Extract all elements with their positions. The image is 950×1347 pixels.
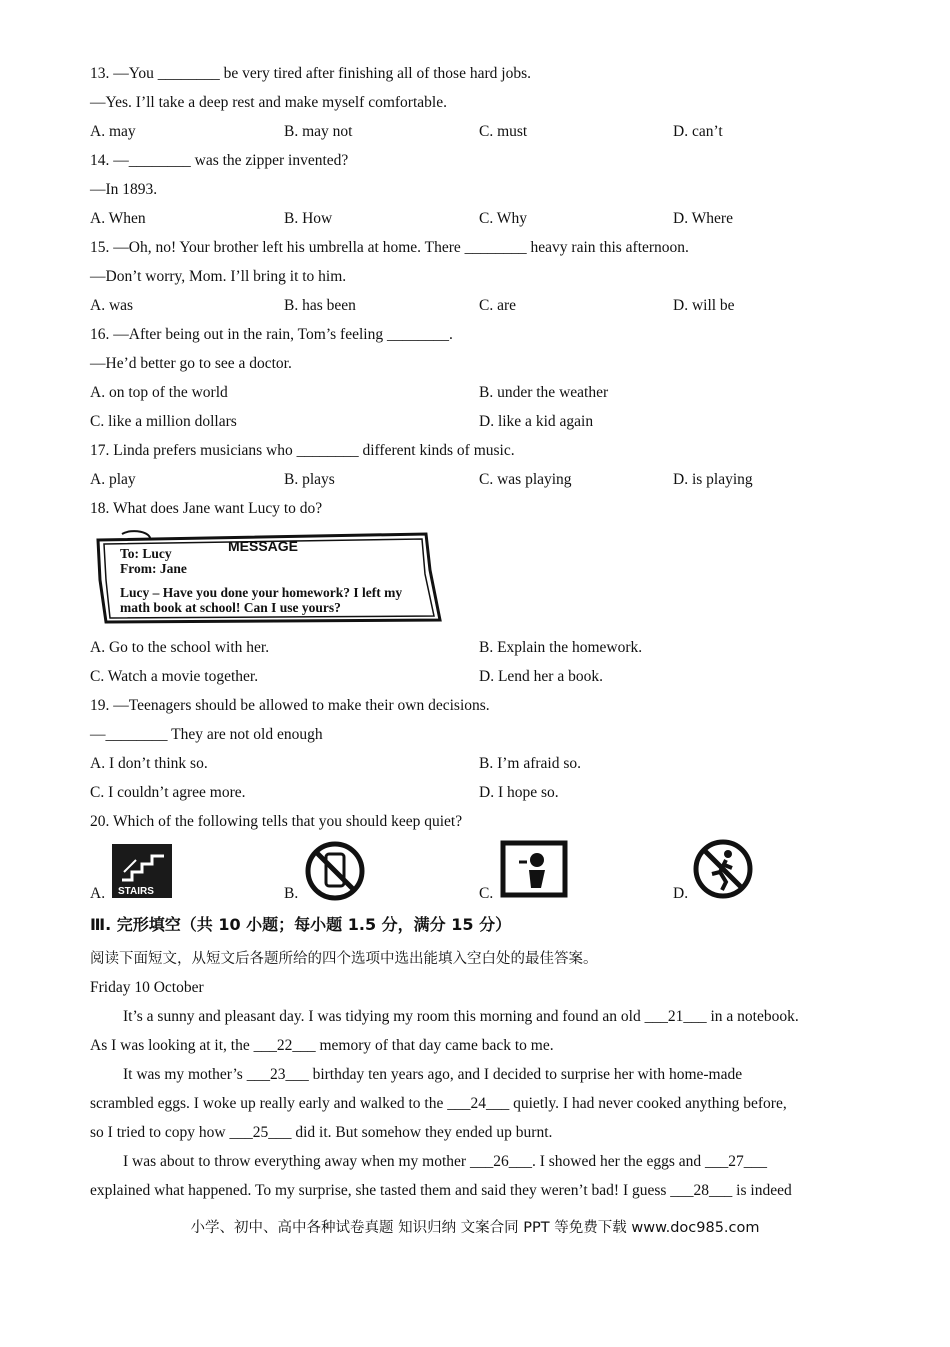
option-15-c: C. are	[479, 297, 517, 314]
passage-text: memory of that day came back to me.	[315, 1037, 554, 1054]
option-14-a: A. When	[90, 210, 146, 227]
passage-text: is indeed	[732, 1182, 792, 1199]
passage-text: explained what happened. To my surprise, she tasted them and said they weren’t bad! I guess	[90, 1182, 671, 1199]
quiet-sign-icon	[499, 840, 563, 900]
option-17-d: D. is playing	[673, 471, 753, 488]
stairs-sign-icon	[110, 842, 174, 902]
question-19-reply: —________ They are not old enough	[90, 726, 323, 743]
passage-line-6	[123, 1152, 767, 1172]
option-20-b: B.	[284, 885, 299, 902]
option-14-b: B. How	[284, 210, 333, 227]
passage-line-5	[90, 1123, 552, 1143]
passage-date: Friday 10 October	[90, 979, 204, 996]
section-3-instruction: 阅读下面短文，从短文后各题所给的四个选项中选出能填入空白处的最佳答案。	[90, 951, 598, 967]
passage-text: so I tried to copy how	[90, 1124, 230, 1141]
option-18-b: B. Explain the homework.	[479, 639, 643, 656]
no-phone-sign-icon	[304, 840, 368, 900]
passage-line-7	[90, 1181, 792, 1201]
passage-text: It’s a sunny and pleasant day. I was tidying my room this morning and found an old	[123, 1008, 645, 1025]
passage-line-2	[90, 1036, 554, 1056]
option-16-c: C. like a million dollars	[90, 413, 237, 430]
option-20-c: C.	[479, 885, 494, 902]
passage-text: . I showed her the eggs and	[531, 1153, 705, 1170]
blank-23: ___23___	[246, 1066, 309, 1083]
option-19-d: D. I hope so.	[479, 784, 559, 801]
option-13-b: B. may not	[284, 123, 353, 140]
no-running-sign-icon	[692, 838, 756, 898]
stairs-sign-text: STAIRS	[118, 886, 154, 897]
option-17-b: B. plays	[284, 471, 335, 488]
option-17-a: A. play	[90, 471, 136, 488]
question-16-reply: —He’d better go to see a doctor.	[90, 355, 292, 372]
message-from: From: Jane	[120, 561, 187, 576]
question-19-stem: 19. —Teenagers should be allowed to make their own decisions.	[90, 697, 490, 714]
passage-text: quietly. I had never cooked anything before,	[509, 1095, 787, 1112]
option-16-b: B. under the weather	[479, 384, 609, 401]
section-3-heading: Ⅲ. 完形填空（共 10 小题；每小题 1.5 分，满分 15 分）	[90, 915, 512, 934]
passage-text: did it. But somehow they ended up burnt.	[291, 1124, 553, 1141]
question-17-stem: 17. Linda prefers musicians who ________ different kinds of music.	[90, 442, 515, 459]
passage-line-1	[123, 1007, 799, 1027]
passage-text: As I was looking at it, the	[90, 1037, 254, 1054]
message-body-line1: Lucy – Have you done your homework? I left my	[120, 585, 403, 600]
option-19-c: C. I couldn’t agree more.	[90, 784, 246, 801]
question-16-stem: 16. —After being out in the rain, Tom’s feeling ________.	[90, 326, 453, 343]
message-title: MESSAGE	[228, 538, 299, 554]
option-16-a: A. on top of the world	[90, 384, 228, 401]
question-18-stem: 18. What does Jane want Lucy to do?	[90, 500, 323, 517]
message-body-line2: math book at school! Can I use yours?	[120, 600, 341, 615]
passage-text: It was my mother’s	[123, 1066, 247, 1083]
blank-27: ___27___	[705, 1153, 767, 1170]
passage-text: scrambled eggs. I woke up really early and walked to the	[90, 1095, 448, 1112]
passage-text: birthday ten years ago, and I decided to surprise her with home-made	[308, 1066, 743, 1083]
option-14-c: C. Why	[479, 210, 527, 227]
blank-26: ___26___	[469, 1153, 532, 1170]
option-13-c: C. must	[479, 123, 528, 140]
option-15-b: B. has been	[284, 297, 356, 314]
option-19-b: B. I’m afraid so.	[479, 755, 582, 772]
passage-line-3	[123, 1065, 742, 1085]
option-13-d: D. can’t	[673, 123, 723, 140]
page-footer: 小学、初中、高中各种试卷真题 知识归纳 文案合同 PPT 等免费下载 www.doc985.com	[190, 1220, 760, 1236]
question-13-reply: —Yes. I’ll take a deep rest and make myself comfortable.	[90, 94, 447, 111]
option-16-d: D. like a kid again	[479, 413, 594, 430]
option-18-d: D. Lend her a book.	[479, 668, 603, 685]
question-15-reply: —Don’t worry, Mom. I’ll bring it to him.	[90, 268, 347, 285]
passage-text: in a notebook.	[706, 1008, 799, 1025]
passage-text: I was about to throw everything away when my mother	[123, 1153, 470, 1170]
option-20-a: A.	[90, 885, 106, 902]
blank-24: ___24___	[447, 1095, 510, 1112]
option-20-d: D.	[673, 885, 689, 902]
question-15-stem: 15. —Oh, no! Your brother left his umbrella at home. There ________ heavy rain this afternoon.	[90, 239, 689, 256]
passage-line-4	[90, 1094, 787, 1114]
message-to: To: Lucy	[120, 546, 172, 561]
option-18-a: A. Go to the school with her.	[90, 639, 270, 656]
option-19-a: A. I don’t think so.	[90, 755, 208, 772]
blank-25: ___25___	[229, 1124, 292, 1141]
question-20-stem: 20. Which of the following tells that you should keep quiet?	[90, 813, 463, 830]
question-13-stem: 13. —You ________ be very tired after finishing all of those hard jobs.	[90, 65, 531, 82]
option-14-d: D. Where	[673, 210, 733, 227]
option-17-c: C. was playing	[479, 471, 572, 488]
message-note	[92, 530, 442, 624]
option-15-d: D. will be	[673, 297, 735, 314]
option-18-c: C. Watch a movie together.	[90, 668, 259, 685]
question-14-reply: —In 1893.	[90, 181, 158, 198]
blank-21: ___21___	[644, 1008, 707, 1025]
blank-28: ___28___	[670, 1182, 733, 1199]
option-15-a: A. was	[90, 297, 134, 314]
blank-22: ___22___	[253, 1037, 316, 1054]
question-14-stem: 14. —________ was the zipper invented?	[90, 152, 349, 169]
option-13-a: A. may	[90, 123, 136, 140]
